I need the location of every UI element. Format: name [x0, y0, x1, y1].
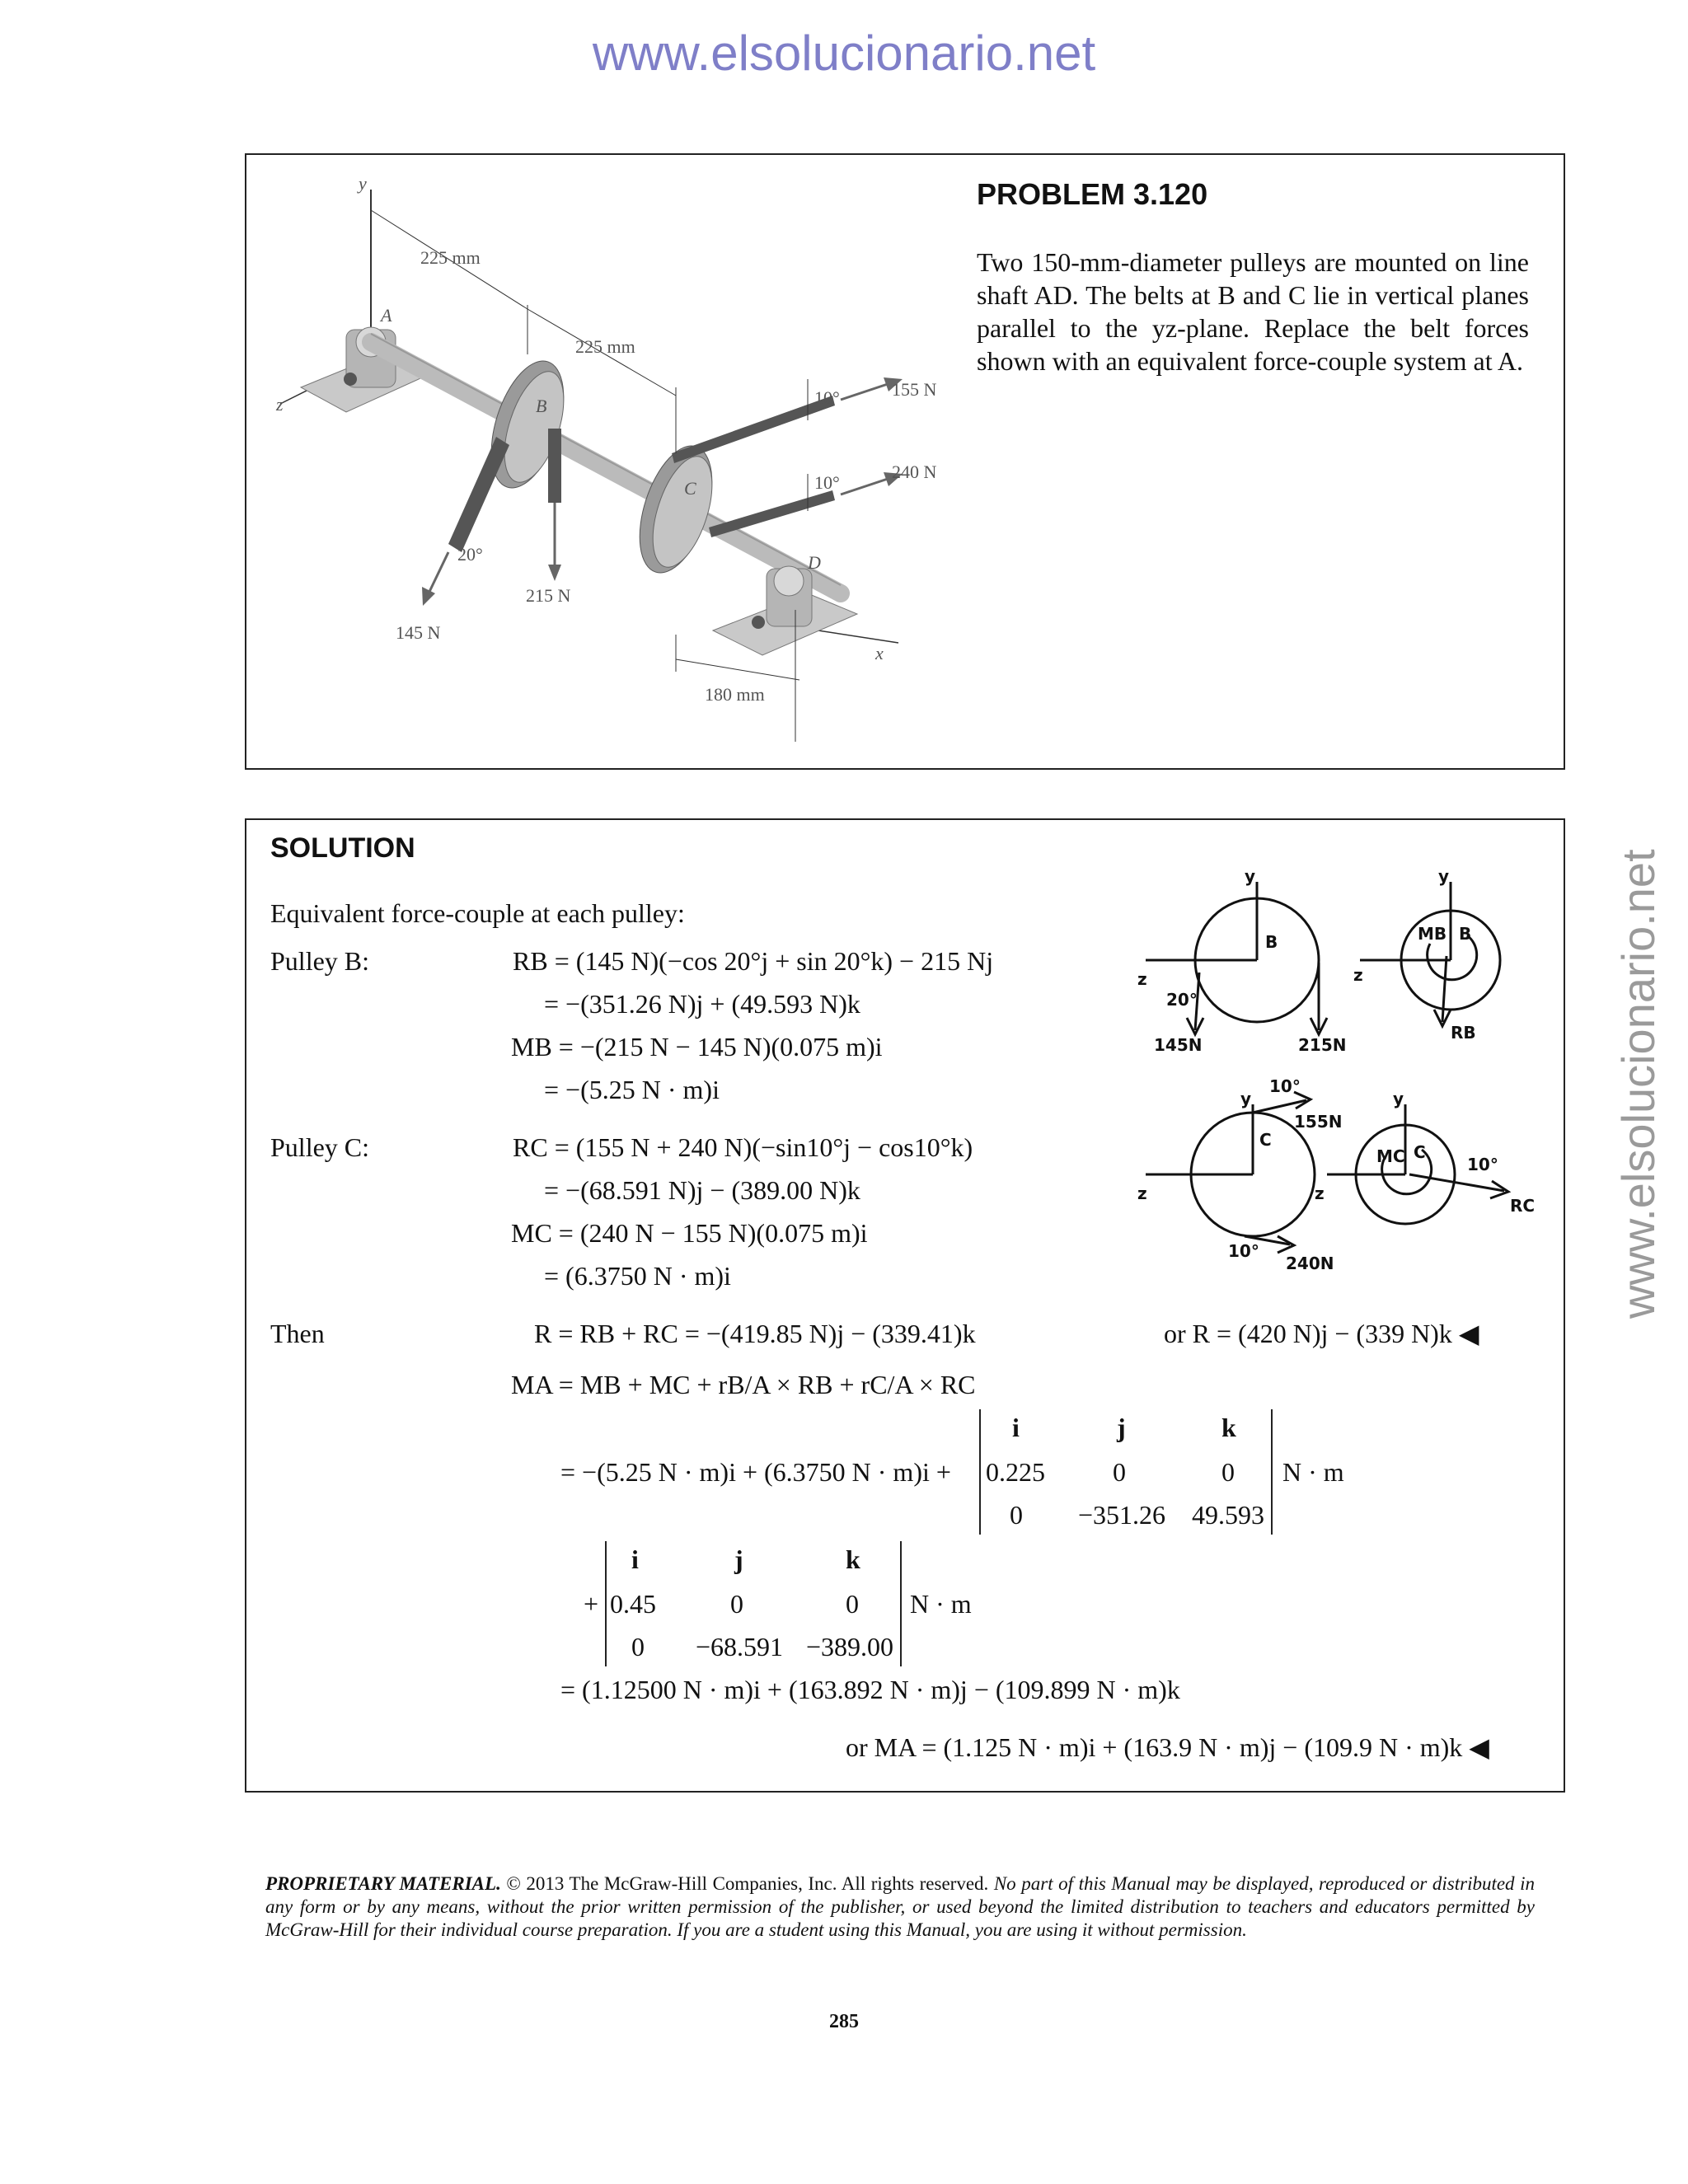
sketch-mb: MB — [1418, 924, 1447, 944]
eq-r-answer: or R = (420 N)j − (339 N)k ◀ — [1164, 1319, 1479, 1348]
label-dim3: 180 mm — [705, 684, 765, 705]
det2-r0c2: k — [846, 1544, 860, 1574]
determinant-2 — [605, 1541, 902, 1666]
sketch-z-2: z — [1353, 965, 1363, 985]
label-angle-20: 20° — [457, 544, 483, 565]
label-c: C — [684, 478, 696, 499]
sketch-240n: 240N — [1286, 1254, 1334, 1273]
sketch-z-1: z — [1137, 969, 1147, 989]
det1-r2c2: 49.593 — [1192, 1500, 1264, 1530]
det2-r2c0: 0 — [631, 1632, 645, 1661]
eq-mb1: MB = −(215 N − 145 N)(0.075 m)i — [511, 1032, 883, 1062]
eq-rb1: RB = (145 N)(−cos 20°j + sin 20°k) − 215 Nj — [513, 946, 994, 976]
solution-sketches — [1129, 865, 1558, 1294]
eq-ma-answer: or MA = (1.125 N · m)i + (163.9 N · m)j − (109.9 N · m)k ◀ — [846, 1732, 1489, 1762]
label-z-axis: z — [276, 394, 284, 415]
det1-unit: N · m — [1282, 1457, 1344, 1487]
label-b: B — [536, 396, 547, 416]
sketch-y-2: y — [1438, 866, 1450, 886]
det2-r1c2: 0 — [846, 1589, 859, 1619]
label-155n: 155 N — [892, 379, 937, 400]
solution-title: SOLUTION — [270, 832, 415, 864]
sketch-z-3: z — [1137, 1183, 1147, 1203]
sketch-10deg-2: 10° — [1228, 1241, 1259, 1261]
label-angle-10a: 10° — [814, 387, 840, 408]
det1-r0c2: k — [1221, 1413, 1236, 1442]
footer-notice — [265, 1872, 1535, 1942]
det2-plus: + — [584, 1589, 599, 1619]
eq-mb2: = −(5.25 N · m)i — [544, 1075, 720, 1104]
eq-mc2: = (6.3750 N · m)i — [544, 1261, 731, 1291]
sketch-215n: 215N — [1298, 1035, 1347, 1055]
sketch-145n: 145N — [1154, 1035, 1203, 1055]
det2-r0c0: i — [631, 1544, 639, 1574]
sketch-b-1: B — [1265, 932, 1278, 952]
det2-r1c1: 0 — [730, 1589, 743, 1619]
footer-copyright: © 2013 The McGraw-Hill Companies, Inc. All rights reserved. — [500, 1873, 989, 1894]
det2-r2c2: −389.00 — [806, 1632, 894, 1661]
pulley-b-label: Pulley B: — [270, 946, 370, 976]
label-dim1: 225 mm — [420, 247, 481, 268]
problem-statement: Two 150-mm-diameter pulleys are mounted on line shaft AD. The belts at B and C lie in vertical planes parallel to the yz-plane. Replace the belt forces shown with an equivalent force-couple system at A. — [977, 247, 1529, 376]
then-label: Then — [270, 1319, 325, 1348]
det1-r0c1: j — [1117, 1413, 1126, 1442]
sketch-b-2: B — [1459, 924, 1472, 944]
footer-italic: No part of this Manual may be displayed, reproduced or distributed in any form or by any means, without the prior written permission of the publisher, or used beyond the limited distribution to teachers and educators permitted by McGraw-Hill for their individual course preparation. If you are a student using this Manual, you are using it without permission. — [265, 1873, 1536, 1940]
problem-figure — [264, 165, 964, 758]
det1-r2c1: −351.26 — [1078, 1500, 1166, 1530]
footer-bold: PROPRIETARY MATERIAL. — [265, 1873, 501, 1894]
sketch-y-1: y — [1245, 866, 1256, 886]
label-215n: 215 N — [526, 585, 571, 606]
label-dim2: 225 mm — [575, 336, 635, 357]
sketch-mc: MC — [1376, 1146, 1405, 1166]
label-y-axis: y — [359, 173, 367, 194]
label-145n: 145 N — [396, 622, 441, 643]
det1-r2c0: 0 — [1010, 1500, 1023, 1530]
label-d: D — [808, 552, 821, 573]
eq-mc1: MC = (240 N − 155 N)(0.075 m)i — [511, 1218, 868, 1248]
eq-ma2: = −(5.25 N · m)i + (6.3750 N · m)i + — [560, 1457, 951, 1487]
sketch-rb: RB — [1451, 1023, 1476, 1043]
watermark-top[interactable]: www.elsolucionario.net — [592, 26, 1096, 81]
problem-title: PROBLEM 3.120 — [977, 177, 1208, 211]
sketch-c-2: C — [1414, 1142, 1426, 1162]
label-x-axis: x — [875, 643, 884, 663]
sketch-c-1: C — [1259, 1130, 1272, 1150]
eq-r: R = RB + RC = −(419.85 N)j − (339.41)k — [534, 1319, 976, 1348]
det1-r1c0: 0.225 — [986, 1457, 1045, 1487]
sketch-y-4: y — [1393, 1089, 1404, 1108]
eq-ma3: = (1.12500 N · m)i + (163.892 N · m)j − (109.899 N · m)k — [560, 1675, 1180, 1704]
label-240n: 240 N — [892, 462, 937, 482]
sketch-z-4: z — [1315, 1183, 1325, 1203]
sketch-10deg-3: 10° — [1467, 1155, 1498, 1174]
sketch-20deg: 20° — [1166, 990, 1198, 1010]
label-angle-10b: 10° — [814, 472, 840, 493]
eq-rb2: = −(351.26 N)j + (49.593 N)k — [544, 989, 860, 1019]
det2-r2c1: −68.591 — [696, 1632, 784, 1661]
eq-rc1: RC = (155 N + 240 N)(−sin10°j − cos10°k) — [513, 1132, 973, 1162]
eq-rc2: = −(68.591 N)j − (389.00 N)k — [544, 1175, 860, 1205]
eq-ma1: MA = MB + MC + rB/A × RB + rC/A × RC — [511, 1370, 976, 1399]
pulley-c-label: Pulley C: — [270, 1132, 370, 1162]
det1-r1c2: 0 — [1221, 1457, 1235, 1487]
sketch-rc: RC — [1510, 1196, 1536, 1216]
det1-r1c1: 0 — [1113, 1457, 1126, 1487]
watermark-side: www.elsolucionario.net — [1612, 849, 1664, 1319]
sketch-155n: 155N — [1294, 1112, 1343, 1132]
page-number: 285 — [829, 2011, 859, 2032]
solution-intro: Equivalent force-couple at each pulley: — [270, 898, 685, 928]
label-a: A — [381, 305, 392, 326]
det2-unit: N · m — [910, 1589, 972, 1619]
det1-r0c0: i — [1012, 1413, 1020, 1442]
det2-r0c1: j — [734, 1544, 743, 1574]
det2-r1c0: 0.45 — [610, 1589, 656, 1619]
sketch-y-3: y — [1240, 1089, 1252, 1108]
sketch-10deg-1: 10° — [1269, 1076, 1301, 1096]
determinant-1 — [979, 1409, 1273, 1535]
